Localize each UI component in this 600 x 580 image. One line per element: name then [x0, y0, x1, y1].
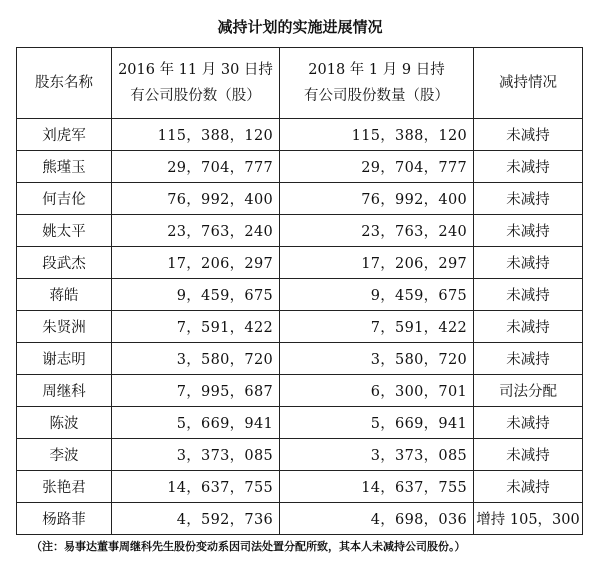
cell-shares-2016: 7，591，422 [112, 311, 280, 343]
table-row [17, 119, 583, 151]
cell-shares-2018: 23，763，240 [280, 215, 474, 247]
shareholding-table [16, 47, 583, 535]
cell-shares-2016: 7，995，687 [112, 375, 280, 407]
cell-reduction-status: 未减持 [474, 407, 583, 439]
table-row [17, 375, 583, 407]
cell-reduction-status: 未减持 [474, 247, 583, 279]
table-row [17, 151, 583, 183]
cell-shares-2016: 29，704，777 [112, 151, 280, 183]
cell-shares-2018: 7，591，422 [280, 311, 474, 343]
cell-shares-2016: 5，669，941 [112, 407, 280, 439]
table-row [17, 279, 583, 311]
table-body [17, 119, 583, 535]
cell-shares-2016: 17，206，297 [112, 247, 280, 279]
table-row [17, 183, 583, 215]
header-reduction-status: 减持情况 [474, 48, 583, 119]
cell-shares-2016: 4，592，736 [112, 503, 280, 535]
header-shares-2016-line1: 2016 年 11 月 30 日持 [118, 62, 273, 78]
table-row [17, 407, 583, 439]
cell-shares-2018: 6，300，701 [280, 375, 474, 407]
cell-shares-2016: 3，373，085 [112, 439, 280, 471]
cell-shareholder-name: 周继科 [17, 375, 112, 407]
cell-shareholder-name: 何吉伦 [17, 183, 112, 215]
table-header-row [17, 48, 583, 119]
cell-reduction-status: 未减持 [474, 439, 583, 471]
cell-reduction-status: 未减持 [474, 215, 583, 247]
cell-reduction-status: 未减持 [474, 151, 583, 183]
cell-shares-2018: 17，206，297 [280, 247, 474, 279]
cell-shares-2016: 14，637，755 [112, 471, 280, 503]
table-row [17, 471, 583, 503]
cell-shareholder-name: 段武杰 [17, 247, 112, 279]
header-shareholder-name: 股东名称 [17, 48, 112, 119]
cell-shares-2016: 23，763，240 [112, 215, 280, 247]
header-shares-2018-line1: 2018 年 1 月 9 日持 [308, 62, 445, 78]
table-row [17, 439, 583, 471]
cell-shares-2018: 5，669，941 [280, 407, 474, 439]
cell-shareholder-name: 陈波 [17, 407, 112, 439]
cell-shareholder-name: 李波 [17, 439, 112, 471]
header-shares-2016-line2: 有公司股份数（股） [130, 88, 261, 104]
cell-reduction-status: 司法分配 [474, 375, 583, 407]
cell-shareholder-name: 刘虎军 [17, 119, 112, 151]
cell-reduction-status: 增持 105，300 [474, 503, 583, 535]
cell-shares-2016: 9，459，675 [112, 279, 280, 311]
cell-shareholder-name: 谢志明 [17, 343, 112, 375]
header-shares-2016 [112, 48, 280, 119]
cell-shares-2018: 14，637，755 [280, 471, 474, 503]
cell-shareholder-name: 朱贤洲 [17, 311, 112, 343]
cell-shares-2016: 115，388，120 [112, 119, 280, 151]
cell-reduction-status: 未减持 [474, 279, 583, 311]
document-title: 减持计划的实施进展情况 [217, 18, 383, 36]
cell-reduction-status: 未减持 [474, 183, 583, 215]
cell-shares-2016: 3，580，720 [112, 343, 280, 375]
header-shares-2018 [280, 48, 474, 119]
table-row [17, 503, 583, 535]
table-row [17, 343, 583, 375]
cell-shareholder-name: 熊瑾玉 [17, 151, 112, 183]
cell-shares-2018: 4，698，036 [280, 503, 474, 535]
cell-shareholder-name: 杨路菲 [17, 503, 112, 535]
cell-shares-2018: 3，373，085 [280, 439, 474, 471]
table-row [17, 247, 583, 279]
table-row [17, 311, 583, 343]
cell-shares-2018: 3，580，720 [280, 343, 474, 375]
cell-shares-2018: 76，992，400 [280, 183, 474, 215]
footnote: （注：易事达董事周继科先生股份变动系因司法处置分配所致，其本人未减持公司股份。） [31, 540, 466, 553]
cell-shares-2018: 9，459，675 [280, 279, 474, 311]
cell-reduction-status: 未减持 [474, 343, 583, 375]
cell-shareholder-name: 姚太平 [17, 215, 112, 247]
cell-reduction-status: 未减持 [474, 119, 583, 151]
cell-shares-2018: 29，704，777 [280, 151, 474, 183]
cell-reduction-status: 未减持 [474, 471, 583, 503]
cell-shares-2016: 76，992，400 [112, 183, 280, 215]
cell-shareholder-name: 张艳君 [17, 471, 112, 503]
header-shares-2018-line2: 有公司股份数量（股） [304, 88, 449, 104]
cell-shares-2018: 115，388，120 [280, 119, 474, 151]
table-row [17, 215, 583, 247]
cell-reduction-status: 未减持 [474, 311, 583, 343]
cell-shareholder-name: 蒋皓 [17, 279, 112, 311]
